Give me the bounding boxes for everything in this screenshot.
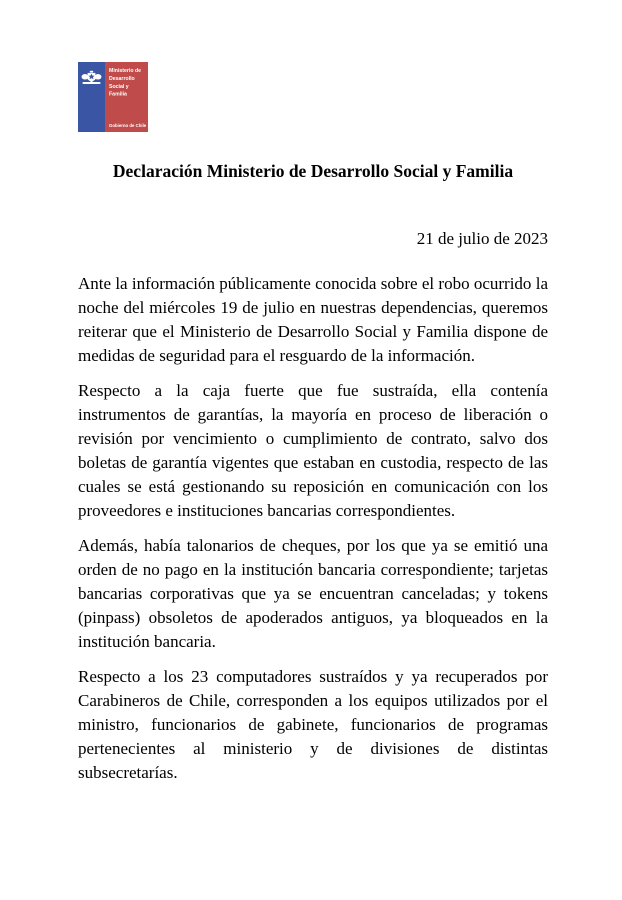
paragraph-3: Además, había talonarios de cheques, por los que ya se emitió una orden de no pago en la institución bancaria correspondiente; tarjetas bancarias corporativas que ya se encuentran canceladas; y tokens (pinpass) obsoletos de apoderados antiguos, ya bloqueados en la institución bancaria. bbox=[78, 536, 548, 651]
logo-ministry-line: Social y bbox=[109, 83, 129, 90]
ministry-logo bbox=[78, 62, 148, 132]
logo-ministry-line: Familia bbox=[109, 91, 127, 98]
paragraph-4: Respecto a los 23 computadores sustraídos y ya recuperados por Carabineros de Chile, corresponden a los equipos utilizados por el ministro, funcionarios de gabinete, funcionarios de programas pertenecientes al ministerio y de divisiones de distintas subsecretarías. bbox=[78, 667, 548, 782]
logo-ministry-line: Desarrollo bbox=[109, 75, 135, 82]
document-content bbox=[78, 160, 548, 796]
document-body bbox=[78, 272, 548, 785]
logo-ministry-line: Ministerio de bbox=[109, 68, 142, 74]
logo-text-panel bbox=[105, 62, 148, 132]
logo-ministry-name bbox=[109, 67, 144, 98]
document-title: Declaración Ministerio de Desarrollo Social y Familia bbox=[112, 161, 514, 181]
paragraph-2: Respecto a la caja fuerte que fue sustraída, ella contenía instrumentos de garantías, la mayoría en proceso de liberación o revisión por vencimiento o cumplimiento de contrato, salvo dos boletas de garantía vigentes que estaban en custodia, respecto de las cuales se está gestionando su reposición en comunicación con los proveedores e instituciones bancarias correspondientes. bbox=[78, 381, 548, 520]
paragraph-1: Ante la información públicamente conocida sobre el robo ocurrido la noche del miércoles 19 de julio en nuestras dependencias, queremos reiterar que el Ministerio de Desarrollo Social y Familia dispone de medidas de seguridad para el resguardo de la información. bbox=[78, 274, 548, 365]
logo-government-label: Gobierno de Chile bbox=[109, 123, 147, 128]
logo-emblem-panel bbox=[78, 62, 105, 132]
coat-of-arms-icon bbox=[81, 69, 102, 88]
document-date: 21 de julio de 2023 bbox=[416, 229, 548, 248]
